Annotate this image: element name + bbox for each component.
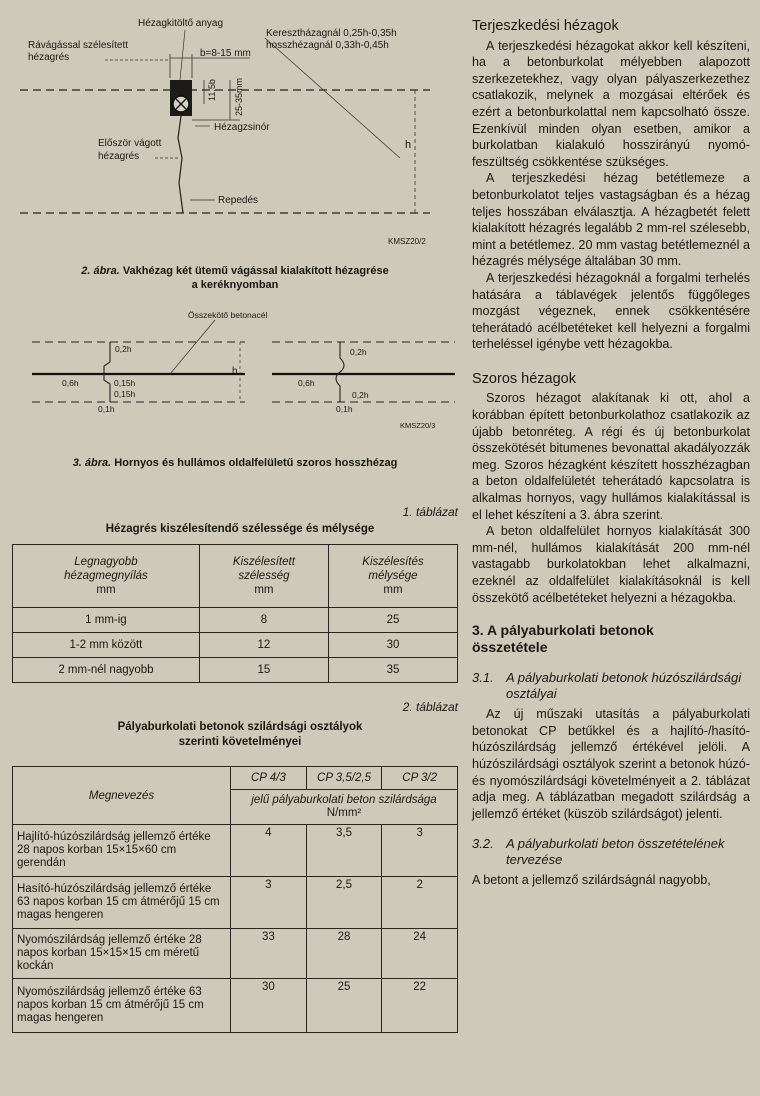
table-row: 1-2 mm között 12 30 — [13, 633, 458, 658]
figure-3-caption-text: Hornyos és hullámos oldalfelületű szoros hosszhézag — [114, 457, 398, 469]
fig2-h: h — [405, 139, 412, 151]
fig3-02h-right-a: 0,2h — [350, 347, 367, 357]
table-row: Nyomószilárdság jellemző értéke 28 napos korban 15×15×15 cm méretű kockán 33 28 24 — [13, 929, 458, 979]
figure-2-caption-text: Vakhézag két ütemű vágással kialakított hézagrése — [122, 265, 389, 277]
paragraph: A betont a jellemző szilárdságnál nagyobb, — [472, 873, 711, 888]
fig3-06h-right: 0,6h — [298, 378, 315, 388]
table-row: 1 mm-ig 8 25 — [13, 608, 458, 633]
fig2-filler-label: Hézagkitöltő anyag — [138, 18, 224, 29]
paragraph: A terjeszkedési hézagokat akkor kell készíteni, ha a betonburkolat mélyebben alapozott szerkezetekhez, vagy olyan pályaszerkezethez csatlakozik, melynek a mozgásai eltérőek és ezért a betonburkolattal nem kapcsolható össze. Ezenkívül minden olyan esetben, amikor a burkolatban kialakuló hosszirányú nyomó-feszültség csökkentése szükséges. — [472, 38, 750, 169]
fig2-cord-label: Hézagzsinór — [214, 122, 270, 133]
figure-2-caption-text-2: a keréknyomban — [191, 279, 279, 291]
fig3-01h-left: 0,1h — [98, 404, 115, 414]
heading-section-3: 3. A pályaburkolati betonok összetétele — [472, 622, 654, 656]
paragraph: A terjeszkedési hézagoknál a forgalmi terhelés hatására a táblavégek jelentős függőleges mozgást végeznek, ennek csökkentésére teherátadó acélbetéteket kell helyezni a forgalmi terheléssel igénybe vett hézagokba. — [472, 270, 750, 352]
table-1-header-gap: Legnagyobb hézagmegnyílás mm — [13, 545, 200, 608]
figure-3-caption — [20, 456, 450, 470]
fig3-code: KMSZ20/3 — [400, 421, 436, 430]
figure-2-caption — [20, 264, 450, 292]
heading-section-3-1: 3.1. A pályaburkolati betonok húzószilárdsági osztályai — [472, 670, 742, 702]
fig2-widened-label-1: Rávágással szélesített — [28, 40, 129, 51]
paragraph: Az új műszaki utasítás a pályaburkolati betonokat CP betűkkel és a hajlító-/hasító-húzószilárdság jellemző értékével jelöli. A húzószilárdsági osztályok szerint a betonok húzó- és nyomószilárdsági követelményeit a 2. táblázat adja meg. A táblázatban megadott szilárdság a jellemző értéket (küszöb szilárdságot) jelenti. — [472, 707, 750, 821]
paragraph: Szoros hézagot alakítanak ki ott, ahol a korábban épített betonburkolathoz csatlakozik az újabb betonréteg. A régi és új betonburkolat összekötését bitumenes bevonattal akadályozzák meg. Szoros hézagként készített hosszhézagban a beton oldalfelületét teherátadó kapcsolatra is alkalmas hornyos, vagy hullámos kialakítással is el lehet készíteni a 3. ábra szerint. — [472, 391, 750, 522]
table-1 — [12, 544, 458, 683]
table-2-class-3: CP 3/2 — [382, 767, 458, 790]
table-1-title: Hézagrés kiszélesítendő szélessége és mélysége — [105, 523, 375, 535]
paragraph: A beton oldalfelület hornyos kialakítását 300 mm-nél, hullámos kialakítását 200 mm-nél vastagabb burkolatokban lehet alkalmazni, ezeknél az oldalfelület kialakításoknál is kell összekötő acélbetéteket helyezni a hézagokba. — [472, 524, 750, 605]
figure-2-drawing — [10, 8, 462, 258]
text-column — [472, 18, 750, 889]
table-2-title: Pályaburkolati betonok szilárdsági osztályok szerinti követelményei — [117, 721, 363, 748]
fig2-code: KMSZ20/2 — [388, 237, 426, 246]
table-2-class-1: CP 4/3 — [231, 767, 307, 790]
heading-tight-joints: Szoros hézagok — [472, 370, 576, 387]
table-row: 2 mm-nél nagyobb 15 35 — [13, 658, 458, 683]
table-1-header-width: Kiszélesített szélesség mm — [199, 545, 328, 608]
fig2-dim2: 25-35mm — [234, 77, 244, 116]
figure-2-caption-number: 2. ábra. — [81, 265, 120, 277]
fig3-02h-left: 0,2h — [115, 344, 132, 354]
table-2-subheader: jelű pályaburkolati beton szilárdsága N/mm² — [231, 790, 458, 825]
fig2-cross-label-2: hosszhézagnál 0,33h-0,45h — [266, 40, 389, 51]
fig3-015h-b: 0,15h — [114, 389, 136, 399]
table-2-class-2: CP 3,5/2,5 — [306, 767, 382, 790]
table-1-number: 1. táblázat — [402, 505, 458, 519]
paragraph: A terjeszkedési hézag betétlemeze a betonburkolatot teljes vastagságban és a hézag teljes hosszában elválasztja. A hézagbetét felett kialakított hézagrés legalább 2 mm-rel szélesebb, mint a betétlemez. 20 mm vastag betétlemeznél a hézagrés mélysége általában 30 mm. — [472, 171, 750, 269]
figure-3-caption-number: 3. ábra. — [72, 457, 112, 469]
fig2-cross-label-1: Keresztházagnál 0,25h-0,35h — [266, 28, 397, 39]
fig3-01h-right: 0,1h — [336, 404, 353, 414]
table-row: Hasító-húzószilárdság jellemző értéke 63 napos korban 15 cm átmérőjű 15 cm magas hengeren 3 2,5 2 — [13, 877, 458, 929]
table-2-header-name: Megnevezés — [13, 767, 231, 825]
fig2-dim1: 11,5b — [207, 79, 217, 101]
fig3-02h-right-b: 0,2h — [352, 390, 369, 400]
fig3-h: h — [232, 366, 238, 377]
table-1-header-row — [13, 545, 458, 608]
table-2-number: 2. táblázat — [402, 700, 458, 714]
table-1-header-depth: Kiszélesítés mélysége mm — [328, 545, 457, 608]
fig2-first-label-1: Először vágott — [98, 138, 162, 149]
figure-3-drawing — [10, 300, 462, 436]
table-2 — [12, 766, 458, 1033]
table-row: Nyomószilárdság jellemző értéke 63 napos korban 15 cm átmérőjű 15 cm magas hengeren 30 25 22 — [13, 979, 458, 1033]
heading-expansion-joints: Terjeszkedési hézagok — [472, 18, 619, 34]
table-row: Hajlító-húzószilárdság jellemző értéke 28 napos korban 15×15×60 cm gerendán 4 3,5 3 — [13, 825, 458, 877]
fig2-crack-label: Repedés — [218, 195, 259, 206]
fig2-widened-label-2: hézagrés — [28, 52, 70, 63]
fig2-first-label-2: hézagrés — [98, 151, 140, 162]
fig3-06h-left: 0,6h — [62, 378, 79, 388]
table-2-header-row — [13, 767, 458, 790]
fig3-steel-label: Összekötő betonacél — [188, 310, 268, 320]
fig3-015h-a: 0,15h — [114, 378, 136, 388]
fig2-width-label: b=8-15 mm — [200, 48, 251, 59]
heading-section-3-2: 3.2. A pályaburkolati beton összetételének tervezése — [472, 836, 725, 868]
